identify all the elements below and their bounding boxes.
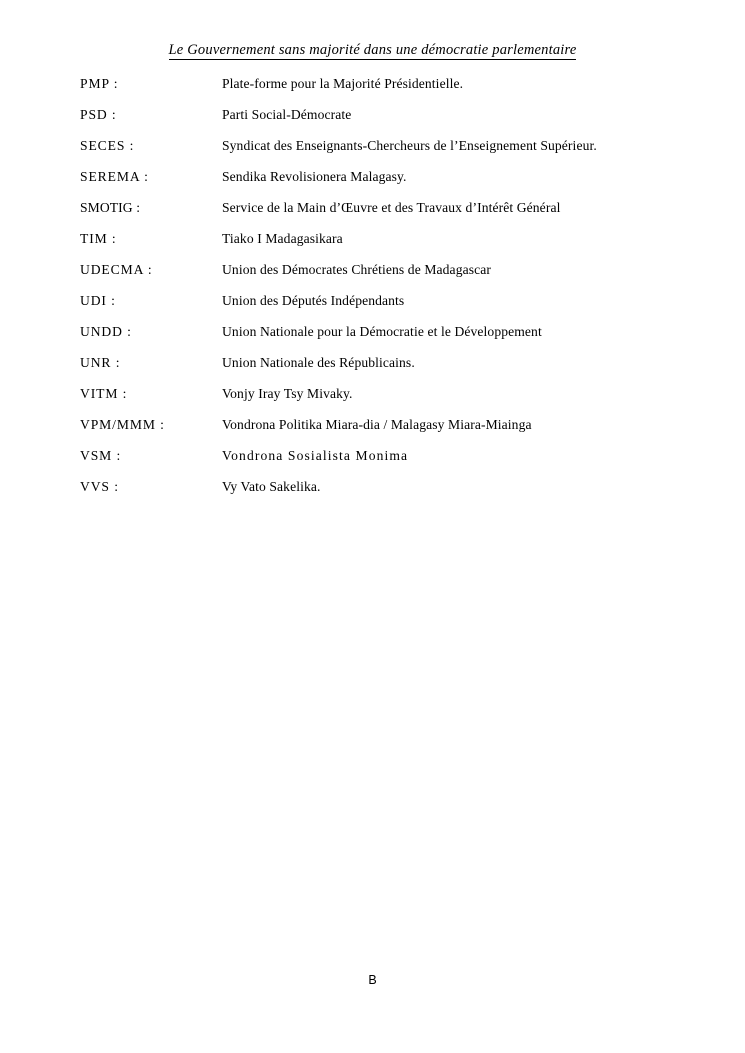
list-item <box>80 76 700 92</box>
abbreviation-term: UNDD : <box>80 324 132 340</box>
abbreviation-definition: Vondrona Politika Miara-dia / Malagasy Miara-Miainga <box>222 417 532 433</box>
list-item <box>80 417 700 433</box>
abbreviation-definition: Vy Vato Sakelika. <box>222 479 321 495</box>
abbreviation-term: PSD : <box>80 107 117 123</box>
abbreviation-term: UDI : <box>80 293 116 309</box>
abbreviation-term: VITM : <box>80 386 128 402</box>
list-item <box>80 262 700 278</box>
abbreviation-term: UNR : <box>80 355 121 371</box>
abbreviation-term: SECES : <box>80 138 135 154</box>
list-item <box>80 138 700 154</box>
abbreviation-definition: Vonjy Iray Tsy Mivaky. <box>222 386 353 402</box>
abbreviation-definition: Sendika Revolisionera Malagasy. <box>222 169 407 185</box>
abbreviation-definition: Union des Députés Indépendants <box>222 293 405 309</box>
list-item <box>80 107 700 123</box>
page-header <box>0 42 745 59</box>
list-item <box>80 448 700 464</box>
list-item <box>80 355 700 371</box>
abbreviation-definition: Tiako I Madagasikara <box>222 231 343 247</box>
list-item <box>80 386 700 402</box>
list-item <box>80 479 700 495</box>
list-item <box>80 200 700 216</box>
abbreviation-definition: Service de la Main d’Œuvre et des Travaux d’Intérêt Général <box>222 200 561 216</box>
abbreviation-term: VPM/MMM : <box>80 417 165 433</box>
list-item <box>80 324 700 340</box>
page-header-title: Le Gouvernement sans majorité dans une démocratie parlementaire <box>168 42 577 58</box>
abbreviation-definition: Union des Démocrates Chrétiens de Madagascar <box>222 262 492 278</box>
abbreviation-term: VVS : <box>80 479 119 495</box>
abbreviation-list <box>80 76 700 510</box>
abbreviation-term: SMOTIG : <box>80 200 141 216</box>
page-number: B <box>368 973 377 987</box>
abbreviation-definition: Vondrona Sosialista Monima <box>222 448 409 464</box>
abbreviation-term: VSM : <box>80 448 122 464</box>
abbreviation-term: TIM : <box>80 231 117 247</box>
abbreviation-term: SEREMA : <box>80 169 149 185</box>
list-item <box>80 231 700 247</box>
abbreviation-term: UDECMA : <box>80 262 153 278</box>
list-item <box>80 169 700 185</box>
abbreviation-definition: Union Nationale des Républicains. <box>222 355 415 371</box>
list-item <box>80 293 700 309</box>
abbreviation-term: PMP : <box>80 76 119 91</box>
abbreviation-definition: Plate-forme pour la Majorité Présidentielle. <box>222 76 464 91</box>
abbreviation-definition: Syndicat des Enseignants-Chercheurs de l’Enseignement Supérieur. <box>222 138 597 154</box>
abbreviation-definition: Union Nationale pour la Démocratie et le Développement <box>222 324 542 340</box>
abbreviation-definition: Parti Social-Démocrate <box>222 107 352 123</box>
